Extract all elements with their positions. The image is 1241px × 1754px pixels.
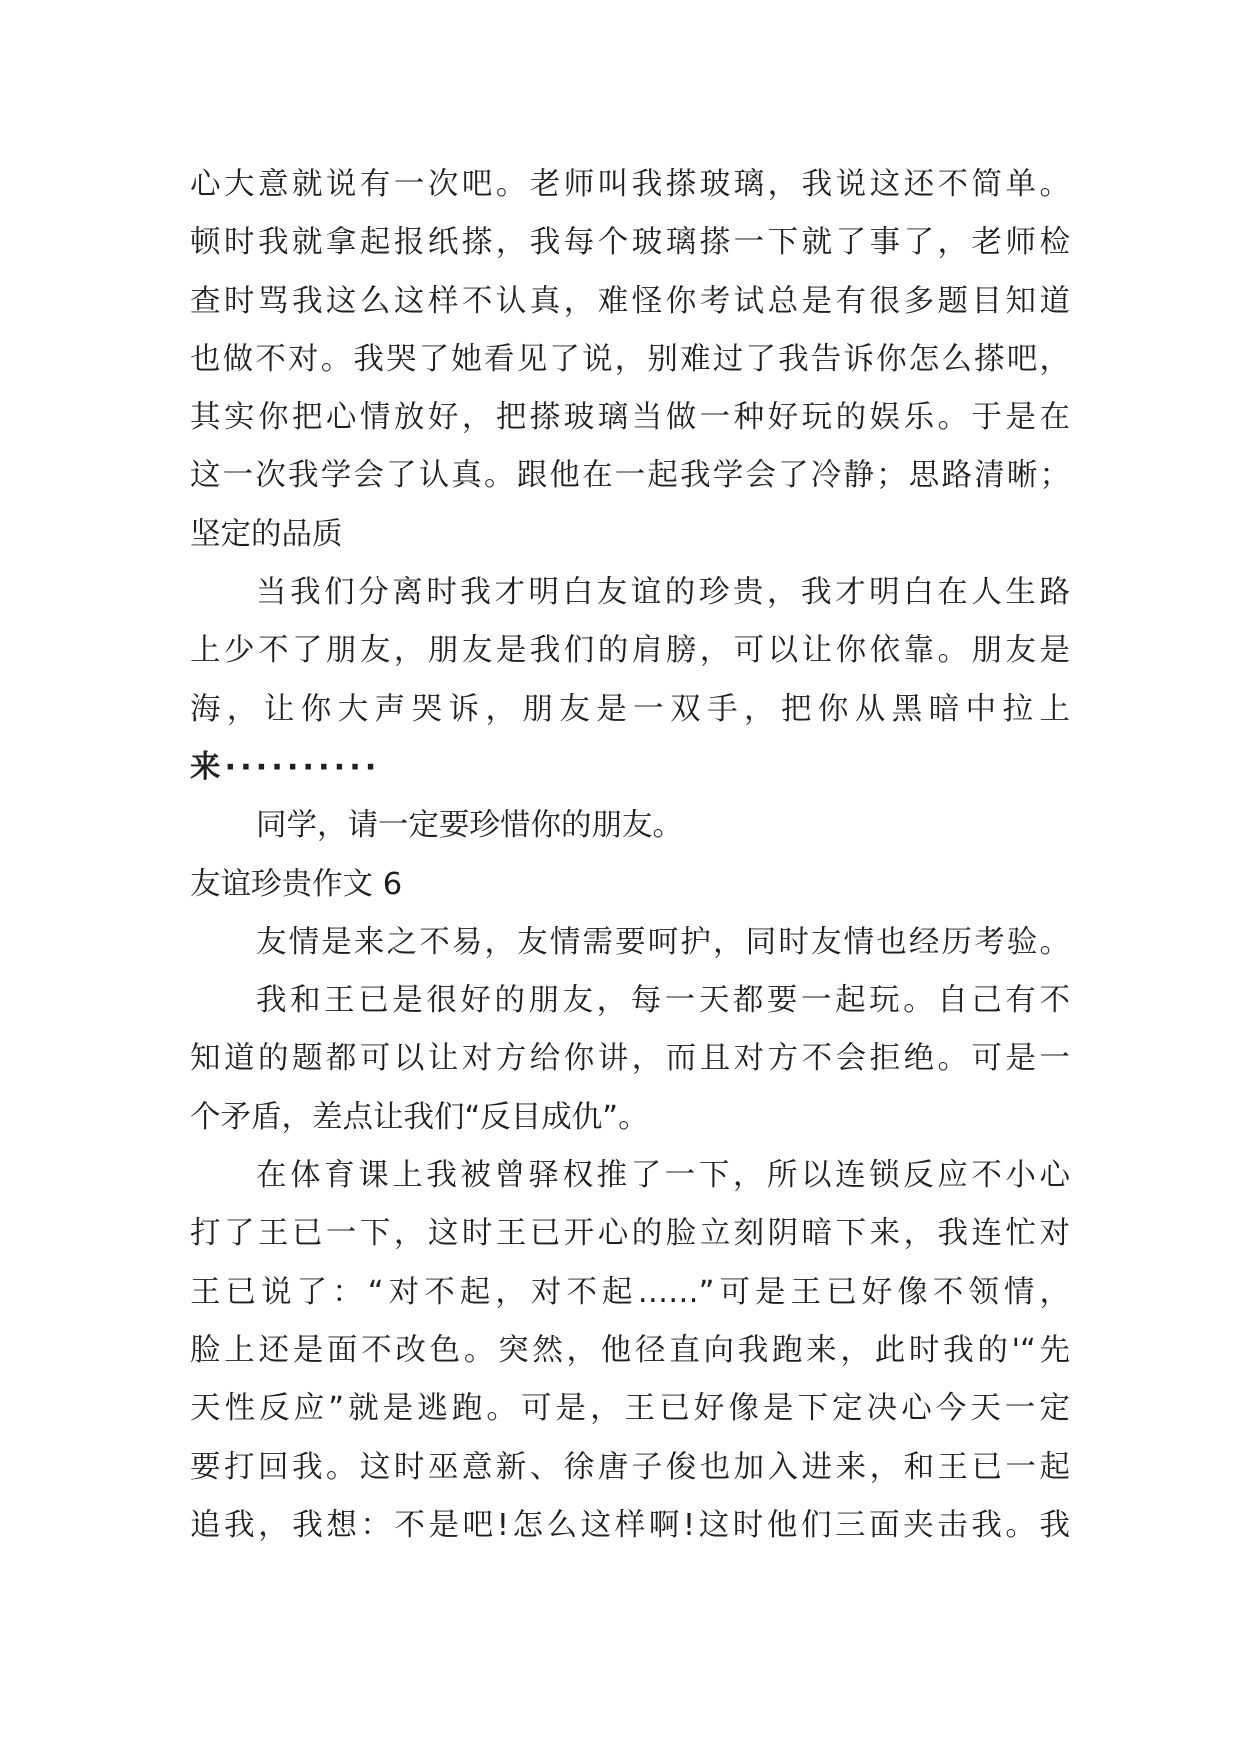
text-line: 海，让你大声哭诉，朋友是一双手，把你从黑暗中拉上 (190, 691, 1070, 727)
text-line: 其实你把心情放好，把搽玻璃当做一种好玩的娱乐。于是在 (190, 400, 1070, 436)
text-line: 个矛盾，差点让我们“反目成仇”。 (190, 1099, 649, 1135)
text-line: 这一次我学会了认真。跟他在一起我学会了冷静；思路清晰； (190, 458, 1070, 494)
text-line: 打了王已一下，这时王已开心的脸立刻阴暗下来，我连忙对 (190, 1216, 1070, 1252)
section-heading: 友谊珍贵作文 6 (190, 866, 403, 902)
text-line: 追我，我想：不是吧!怎么这样啊!这时他们三面夹击我。我 (190, 1507, 1070, 1543)
paragraph-start-line: 我和王已是很好的朋友，每一天都要一起玩。自己有不 (256, 983, 1070, 1019)
text-line: 要打回我。这时巫意新、徐唐子俊也加入进来，和王已一起 (190, 1449, 1070, 1485)
text-line: 上少不了朋友，朋友是我们的肩膀，可以让你依靠。朋友是 (190, 633, 1070, 669)
text-line: 知道的题都可以让对方给你讲，而且对方不会拒绝。可是一 (190, 1041, 1070, 1077)
essay-body (190, 156, 1070, 1555)
text-line: 也做不对。我哭了她看见了说，别难过了我告诉你怎么搽吧， (190, 341, 1070, 377)
text-line: 顿时我就拿起报纸搽，我每个玻璃搽一下就了事了，老师检 (190, 225, 1070, 261)
text-line: 天性反应”就是逃跑。可是，王已好像是下定决心今天一定 (190, 1391, 1070, 1427)
paragraph-start-line: 同学，请一定要珍惜你的朋友。 (256, 808, 683, 844)
text-line: 坚定的品质 (190, 516, 343, 552)
text-line: 来·········· (190, 749, 381, 785)
text-line: 查时骂我这么这样不认真，难怪你考试总是有很多题目知道 (190, 283, 1070, 319)
paragraph-start-line: 友情是来之不易，友情需要呵护，同时友情也经历考验。 (256, 924, 1070, 960)
paragraph-start-line: 在体育课上我被曾驿权推了一下，所以连锁反应不小心 (256, 1158, 1070, 1194)
text-line: 脸上还是面不改色。突然，他径直向我跑来，此时我的'“先 (190, 1332, 1070, 1368)
text-line: 王已说了：“对不起，对不起……”可是王已好像不领情， (190, 1274, 1070, 1310)
text-line: 心大意就说有一次吧。老师叫我搽玻璃，我说这还不简单。 (190, 167, 1070, 202)
paragraph-start-line: 当我们分离时我才明白友谊的珍贵，我才明白在人生路 (256, 575, 1070, 611)
